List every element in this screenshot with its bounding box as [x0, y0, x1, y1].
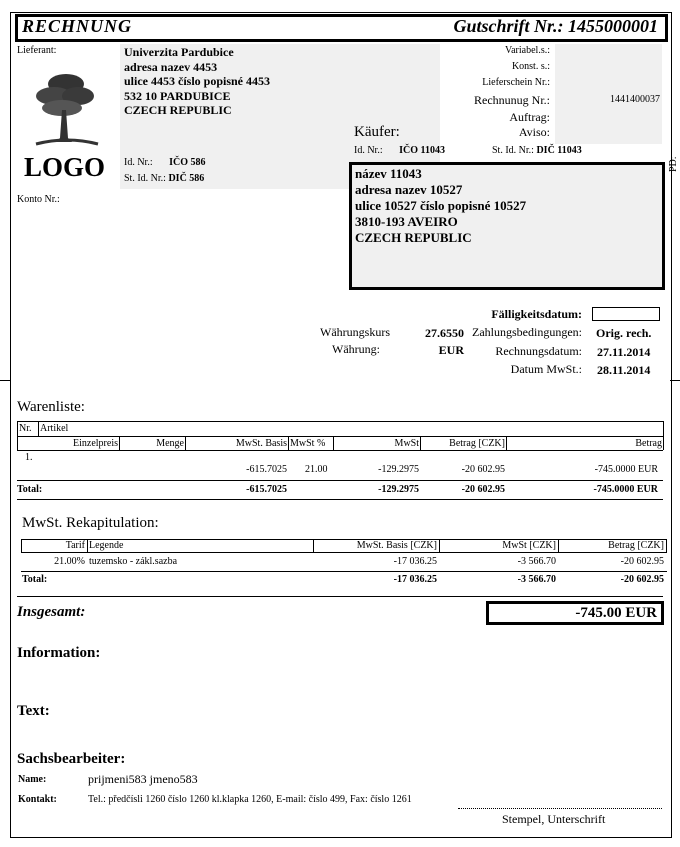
- items-total-amount: -745.0000 EUR: [593, 484, 658, 495]
- clerk-title: Sachsbearbeiter:: [17, 751, 126, 767]
- ref-label: Auftrag:: [509, 110, 550, 124]
- rate-label: Währungskurs: [320, 325, 390, 339]
- side-text: PD:: [668, 156, 679, 172]
- ref-label: Rechnunug Nr.:: [474, 93, 550, 107]
- items-total-czk: -20 602.95: [461, 484, 505, 495]
- clerk-name-label: Name:: [18, 774, 47, 785]
- invoice-date-value: 27.11.2014: [597, 345, 651, 359]
- vat-row-amount: -20 602.95: [620, 556, 664, 567]
- col-article: Artikel: [40, 423, 69, 434]
- clerk-name: prijmeni583 jmeno583: [88, 772, 198, 786]
- supplier-label: Lieferant:: [17, 45, 57, 56]
- ref-label: Lieferschein Nr.:: [482, 77, 550, 88]
- currency-label: Währung:: [332, 342, 380, 356]
- buyer-label: Käufer:: [354, 124, 400, 140]
- information-label: Information:: [17, 645, 101, 661]
- logo-text: LOGO: [24, 152, 106, 182]
- invoice-date-label: Rechnungsdatum:: [495, 344, 582, 358]
- col-nr: Nr.: [19, 423, 32, 434]
- doc-title: RECHNUNG: [22, 16, 133, 36]
- col-qty: Menge: [156, 438, 184, 449]
- divider: [17, 499, 663, 500]
- vat-total-vat: -3 566.70: [517, 574, 556, 585]
- divider: [17, 450, 663, 451]
- vat-date-label: Datum MwSt.:: [510, 362, 582, 376]
- tree-logo-icon: [32, 66, 102, 148]
- currency-value: EUR: [438, 343, 464, 357]
- supplier-id: Id. Nr.: IČO 586: [124, 157, 206, 168]
- vat-col-legend: Legende: [89, 540, 124, 551]
- ref-label: Aviso:: [518, 125, 550, 139]
- items-title: Warenliste:: [17, 399, 85, 415]
- divider: [17, 480, 663, 481]
- vat-col-vat: MwSt [CZK]: [502, 540, 556, 551]
- signature-line: [458, 808, 662, 809]
- grand-total-value: -745.00 EUR: [486, 601, 664, 625]
- item-nr: 1.: [25, 452, 33, 463]
- vat-date-value: 28.11.2014: [597, 363, 651, 377]
- clerk-contact-label: Kontakt:: [18, 794, 57, 805]
- vat-col-base: MwSt. Basis [CZK]: [356, 540, 437, 551]
- ref-label: Konst. s.:: [511, 61, 550, 72]
- buyer-address: název 11043 adresa nazev 10527 ulice 10527 číslo popisné 10527 3810-193 AVEIRO CZECH REPUBLIC: [355, 166, 527, 245]
- clerk-contact: Tel.: předčísli 1260 číslo 1260 kl.klapka 1260, E-mail: číslo 499, Fax: číslo 1261: [88, 794, 412, 805]
- grand-total-label: Insgesamt:: [17, 604, 86, 620]
- payment-value: Orig. rech.: [596, 326, 652, 340]
- vat-row-tarif: 21.00%: [54, 556, 85, 567]
- due-date-box: [592, 307, 660, 321]
- rate-value: 27.6550: [425, 326, 464, 340]
- col-amount-czk: Betrag [CZK]: [449, 438, 505, 449]
- vat-row-vat: -3 566.70: [517, 556, 556, 567]
- item-amount-czk: -20 602.95: [461, 464, 505, 475]
- ref-label: Variabel.s.:: [505, 45, 550, 56]
- vat-total-label: Total:: [22, 574, 48, 585]
- col-vat-base: MwSt. Basis: [235, 438, 287, 449]
- text-label: Text:: [17, 703, 50, 719]
- col-vat: MwSt: [394, 438, 419, 449]
- konto-label: Konto Nr.:: [17, 194, 60, 205]
- vat-col-amount: Betrag [CZK]: [608, 540, 664, 551]
- divider: [21, 571, 667, 572]
- vat-col-tarif: Tarif: [65, 540, 85, 551]
- divider: [17, 421, 663, 422]
- vat-title: MwSt. Rekapitulation:: [22, 515, 159, 531]
- supplier-address: Univerzita Pardubice adresa nazev 4453 ulice 4453 číslo popisné 4453 532 10 PARDUBICE CZECH REPUBLIC: [124, 45, 271, 117]
- buyer-id: Id. Nr.: IČO 11043: [354, 145, 445, 156]
- vat-total-amount: -20 602.95: [620, 574, 664, 585]
- col-vat-rate: MwSt %: [290, 438, 326, 449]
- vat-total-base: -17 036.25: [393, 574, 437, 585]
- signature-label: Stempel, Unterschrift: [502, 812, 606, 826]
- items-total-label: Total:: [17, 484, 43, 495]
- vat-row-base: -17 036.25: [393, 556, 437, 567]
- col-amount: Betrag: [635, 438, 662, 449]
- divider: [17, 436, 663, 437]
- fold-mark: [0, 380, 10, 381]
- invoice-number: 1441400037: [610, 94, 660, 105]
- items-total-vat: -129.2975: [378, 484, 419, 495]
- vat-row-legend: tuzemsko - zákl.sazba: [89, 556, 178, 567]
- item-amount: -745.0000 EUR: [594, 464, 658, 475]
- col-unit-price: Einzelpreis: [73, 438, 118, 449]
- item-vat-base: -615.7025: [246, 464, 287, 475]
- fold-mark-right: [670, 380, 680, 381]
- doc-number: Gutschrift Nr.: 1455000001: [453, 16, 658, 36]
- payment-label: Zahlungsbedingungen:: [472, 325, 582, 339]
- supplier-stid: St. Id. Nr.: DIČ 586: [124, 173, 205, 184]
- items-total-vat-base: -615.7025: [246, 484, 287, 495]
- item-vat: -129.2975: [378, 464, 419, 475]
- divider: [17, 596, 663, 597]
- item-vat-rate: 21.00: [305, 464, 328, 475]
- buyer-stid: St. Id. Nr.: DIČ 11043: [492, 145, 582, 156]
- due-date-label: Fälligkeitsdatum:: [491, 307, 582, 321]
